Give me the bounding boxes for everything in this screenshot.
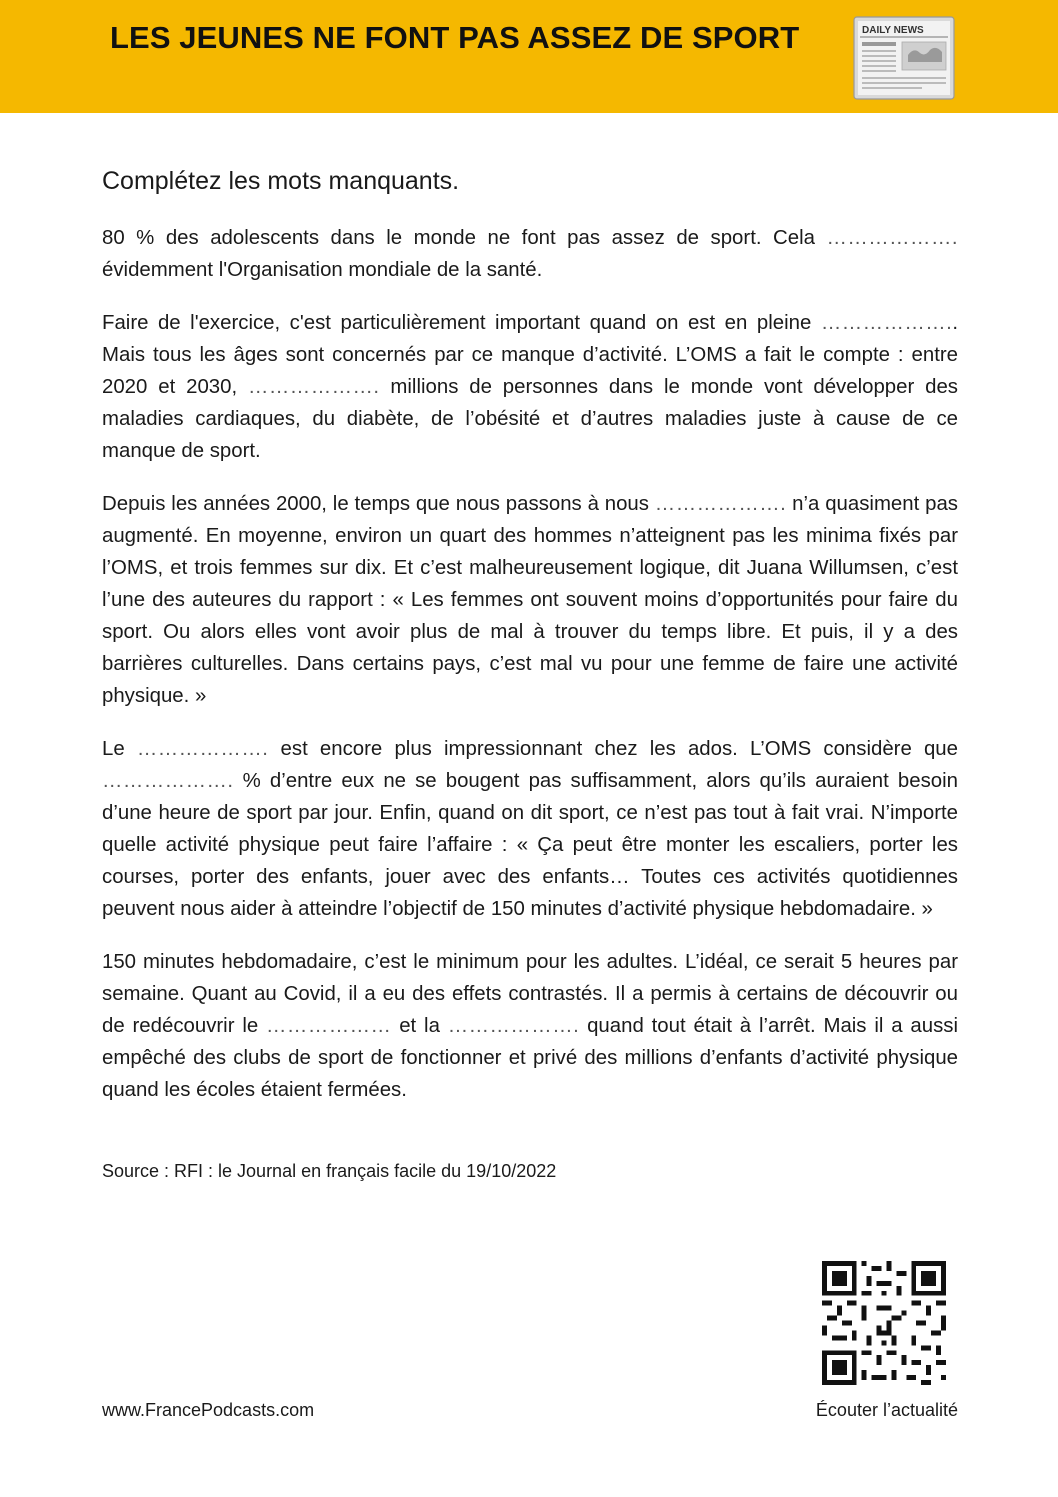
blank-field[interactable]: ………………. [826,227,958,249]
paragraph-3: Depuis les années 2000, le temps que nous passons à nous ………………. n’a quasiment pas augmenté. En moyenne, environ un quart des hommes n’atteignent pas les minima fixés par l’OMS, et trois femmes sur dix. Et c’est malheureusement logique, dit Juana Willumsen, c’est l’une des auteures du rapport : « Les femmes ont souvent moins d’opportunités pour faire du sport. Ou alors elles vont avoir plus de mal à trouver du temps libre. Et puis, il y a des barrières culturelles. Dans certains pays, c’est mal vu pour une femme de faire une activité physique. » [102,493,958,707]
header-banner [0,0,1058,113]
blank-field[interactable]: ………………. [136,738,269,760]
newspaper-icon [852,15,956,101]
page-title: LES JEUNES NE FONT PAS ASSEZ DE SPORT [110,20,800,55]
blank-field[interactable]: ………………. [248,376,380,398]
newspaper-icon-label: DAILY NEWS [862,25,924,36]
qr-code-icon[interactable] [822,1261,946,1385]
article-body [102,222,958,1127]
paragraph-5: 150 minutes hebdomadaire, c’est le minimum pour les adultes. L’idéal, ce serait 5 heures par semaine. Quant au Covid, il a eu des effets contrastés. Il a permis à certains de découvrir ou de redécouvrir le ……………… et la ………………. quand tout était à l’arrêt. Mais il a aussi empêché des clubs de sport de fonctionner et privé des millions d’enfants d’activité physique quand les écoles étaient fermées. [102,951,958,1101]
blank-field[interactable]: ……………… [266,1015,392,1037]
blank-field[interactable]: ………………. [447,1015,580,1037]
listen-link[interactable]: Écouter l’actualité [815,1400,958,1420]
paragraph-4: Le ………………. est encore plus impressionnant chez les ados. L’OMS considère que ………………. % d’entre eux ne se bougent pas suffisamment, alors qu’ils auraient besoin d’une heure de sport par jour. Enfin, quand on dit sport, ce n’est pas tout à fait vrai. N’importe quelle activité physique peut faire l’affaire : « Ça peut être monter les escaliers, porter les courses, porter des enfants, jouer avec des enfants… Toutes ces activités quotidiennes peuvent nous aider à atteindre l’objectif de 150 minutes d’activité physique hebdomadaire. » [102,738,958,920]
blank-field[interactable]: ………………. [102,770,234,792]
blank-field[interactable]: ………………. [654,493,787,515]
paragraph-1: 80 % des adolescents dans le monde ne font pas assez de sport. Cela ………………. évidemment l'Organisation mondiale de la santé. [102,227,958,281]
source-citation: Source : RFI : le Journal en français facile du 19/10/2022 [102,1161,557,1181]
instruction-text: Complétez les mots manquants. [102,167,460,195]
blank-field[interactable]: ………………. [820,312,953,334]
paragraph-2: Faire de l'exercice, c'est particulièrement important quand on est en pleine ……………….. Mais tous les âges sont concernés par ce manque d’activité. L’OMS a fait le compte : entre 2020 et 2030, ………………. millions de personnes dans le monde vont développer des maladies cardiaques, du diabète, de l’obésité et d’autres maladies juste à cause de ce manque de sport. [102,312,959,462]
website-link[interactable]: www.FrancePodcasts.com [102,1400,315,1420]
